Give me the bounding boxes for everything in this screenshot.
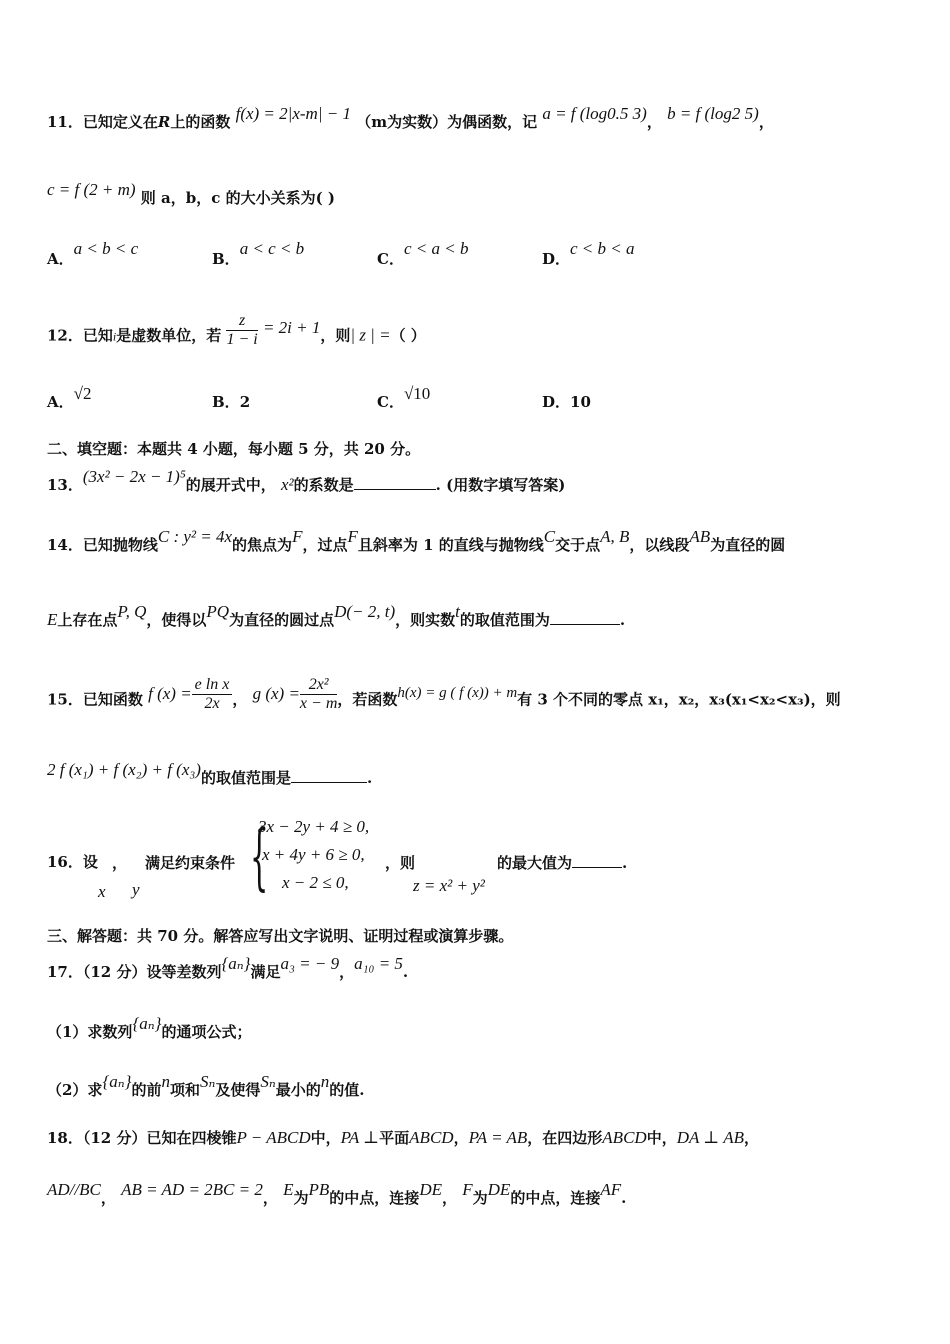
q13-expr: (3x² − 2x − 1)⁵ [82, 467, 186, 486]
q11-line1 [47, 104, 774, 132]
q14-text: 为直径的圆过点 [229, 611, 335, 629]
q16-y: y [132, 880, 140, 899]
q18-text: 的中点，连接 [329, 1189, 420, 1207]
q12-text: 是虚数单位，若 [116, 326, 222, 345]
q17-p2-text: 及使得 [215, 1081, 261, 1099]
option-expr: a < c < b [239, 239, 305, 258]
q17-line1 [47, 954, 409, 982]
q12-line1 [47, 312, 426, 355]
q18-pyramid: P − ABCD [236, 1128, 311, 1147]
q11-b-expr: b = f (log2 5) [667, 104, 759, 123]
q12-i: i [112, 329, 117, 344]
q16-x: x [98, 882, 106, 901]
option-expr: c < a < b [403, 239, 469, 258]
option-label: A． [47, 393, 74, 411]
q12-rhs: = 2i + 1 [262, 317, 321, 337]
q18-sep: ， [262, 1189, 278, 1207]
option-label: C． [377, 250, 404, 268]
q17-p2-text: 项和 [169, 1081, 200, 1099]
q18-sep: ， [100, 1189, 116, 1207]
q11-function: f(x) = 2|x-m| − 1 [235, 104, 351, 123]
q14-line2 [47, 602, 626, 630]
option-expr: √10 [403, 384, 431, 403]
q17-part2 [47, 1072, 365, 1100]
frac-num: 2x² [300, 676, 337, 695]
frac-den: 1 − i [226, 331, 258, 348]
q18-sep: ， [453, 1129, 469, 1147]
q16-line [47, 852, 98, 872]
q18-text: 中， [310, 1129, 341, 1147]
q14-end: . [619, 611, 626, 629]
q14-text: 且斜率为 1 的直线与抛物线 [357, 536, 544, 554]
q18-text: ，在四边形 [527, 1129, 603, 1147]
q11-c-expr: c = f (2 + m) [47, 180, 136, 199]
q18-number: 18．（12 分）已知在四棱锥 [47, 1129, 237, 1147]
q11-text: 上的函数 [170, 113, 231, 131]
q18-PB: PB [308, 1180, 330, 1199]
q18-line1 [47, 1128, 759, 1148]
q11-R: R [157, 113, 171, 131]
option-label: A． [47, 250, 74, 268]
q15-f-fraction [192, 676, 233, 713]
q11-option-c[interactable] [377, 238, 469, 268]
option-label: C． [377, 393, 404, 411]
q18-F: F [462, 1180, 473, 1199]
q18-text: 的中点，连接 [510, 1189, 601, 1207]
q17-p2-text: （2）求 [47, 1081, 103, 1099]
q18-quad: ABCD [602, 1128, 647, 1147]
q18-text: 中， [646, 1129, 677, 1147]
q14-text: 上存在点 [57, 611, 118, 629]
q16-text: 满足约束条件 [145, 854, 236, 872]
q14-F: F [292, 527, 303, 546]
q18-line2 [47, 1180, 627, 1208]
q18-text: 平面 [379, 1129, 410, 1147]
q18-end: . [621, 1189, 627, 1207]
option-expr: 2 [239, 393, 251, 411]
q14-text: 的焦点为 [232, 536, 293, 554]
q12-text: ，则 [320, 326, 351, 345]
q11-sep: ， [758, 113, 774, 131]
q18-DE: DE [419, 1180, 442, 1199]
q17-seq: {aₙ} [132, 1014, 162, 1033]
q17-seq: {aₙ} [221, 954, 251, 973]
frac-num: e ln x [192, 676, 233, 695]
q15-answer-blank[interactable] [291, 768, 367, 783]
q14-number: 14．已知抛物线 [47, 536, 158, 554]
option-label: D． [542, 393, 571, 411]
q17-a3: a₃ = − 9 [280, 954, 340, 973]
q15-text: 有 3 个不同的零点 x₁，x₂，x₃(x₁<x₂<x₃)，则 [517, 690, 841, 709]
option-expr: √2 [73, 384, 92, 403]
option-label: D． [542, 250, 571, 268]
q14-D: D(− 2, t) [334, 602, 396, 621]
q11-line2 [47, 180, 335, 208]
q18-sep: ， [441, 1189, 457, 1207]
constraint-row: x + 4y + 6 ≥ 0, [262, 845, 365, 864]
q14-AB: AB [689, 527, 711, 546]
q17-n: n [320, 1072, 330, 1091]
q18-text: 为 [293, 1189, 309, 1207]
q15-end: . [366, 769, 373, 787]
q14-E: E [47, 610, 58, 629]
q15-g-fraction [300, 676, 337, 713]
q17-n: n [161, 1072, 170, 1091]
q14-F: F [347, 527, 358, 546]
q14-t: t [455, 602, 460, 621]
q12-option-c[interactable] [377, 383, 431, 411]
option-label: B． [212, 393, 240, 411]
q17-p1-text: （1）求数列 [47, 1023, 133, 1041]
q18-PA-eq: PA = AB [468, 1128, 528, 1147]
q12-paren: （ ） [390, 326, 426, 345]
q17-end: . [402, 963, 409, 981]
q14-text: 交于点 [555, 536, 601, 554]
q15-text: 的取值范围是 [200, 769, 291, 787]
q11-option-a[interactable] [47, 238, 139, 268]
q14-text: 的取值范围为 [459, 611, 550, 629]
q14-text: ，过点 [302, 536, 348, 554]
q18-sep: ， [744, 1129, 760, 1147]
q11-question: 则 a，b，c 的大小关系为( ) [140, 189, 335, 207]
q16-z-expr: z = x² + y² [413, 876, 485, 895]
section-fill-in-title: 二、填空题：本题共 4 小题，每小题 5 分，共 20 分。 [47, 440, 421, 458]
q11-option-d[interactable] [542, 238, 635, 268]
q18-DA: DA ⊥ AB [676, 1128, 745, 1147]
q16-number: 16．设 [47, 853, 98, 871]
q12-option-b[interactable] [212, 391, 250, 412]
q12-fraction [226, 312, 257, 349]
q14-C: C [543, 527, 556, 546]
q18-PA: PA ⊥ [340, 1128, 380, 1147]
q17-seq: {aₙ} [102, 1072, 132, 1091]
q17-number: 17．（12 分）设等差数列 [47, 963, 222, 981]
q13-end: . (用数字填写答案) [435, 476, 566, 494]
q15-f-lhs: f (x) = [148, 683, 192, 703]
constraint-row: 3x − 2y + 4 ≥ 0, [258, 817, 370, 836]
q11-note: （m为实数）为偶函数，记 [356, 113, 538, 131]
q15-g-lhs: g (x) = [252, 683, 300, 703]
frac-den: 2x [204, 695, 220, 712]
q14-AB: A, B [600, 527, 630, 546]
q12-option-d[interactable] [542, 391, 591, 412]
option-expr: c < b < a [570, 239, 635, 258]
q16-end: . [622, 854, 628, 872]
q14-PQ: P, Q [117, 602, 147, 621]
q18-E: E [283, 1180, 294, 1199]
q13-term: x² [281, 475, 294, 494]
q15-line2 [47, 760, 373, 788]
q11-number: 11．已知定义在 [47, 113, 158, 131]
option-expr: 10 [570, 393, 591, 411]
q16-text: ，则 [385, 854, 416, 872]
q18-AF: AF [600, 1180, 622, 1199]
q12-abs: | z | = [350, 325, 391, 345]
constraint-row: x − 2 ≤ 0, [282, 873, 349, 892]
q15-sep: ， [232, 690, 248, 709]
q17-part1 [47, 1014, 252, 1042]
q14-answer-blank[interactable] [550, 610, 620, 625]
q17-Sn: Sₙ [260, 1072, 276, 1091]
q17-p2-text: 最小的 [275, 1081, 321, 1099]
q14-text: ，则实数 [395, 611, 456, 629]
q13-text: 的展开式中， [185, 476, 276, 494]
q15-text: ，若函数 [337, 690, 398, 709]
frac-num: z [226, 312, 257, 331]
q13-answer-blank[interactable] [354, 475, 436, 490]
q17-a10: a₁₀ = 5 [354, 954, 403, 973]
q16-text: 的最大值为 [497, 854, 573, 872]
section-solution-title: 三、解答题：共 70 分。解答应写出文字说明、证明过程或演算步骤。 [47, 927, 514, 945]
q18-lengths: AB = AD = 2BC = 2 [121, 1180, 263, 1199]
q16-sep: ， [112, 854, 128, 872]
q14-PQ: PQ [206, 602, 230, 621]
q11-sep: ， [646, 113, 662, 131]
q13-line [47, 467, 566, 495]
q14-text: ，以线段 [629, 536, 690, 554]
q17-p2-text: 的前 [131, 1081, 162, 1099]
q15-line1 [47, 676, 841, 719]
q14-text: ，使得以 [146, 611, 207, 629]
q16-tail [497, 852, 627, 873]
option-expr: a < b < c [73, 239, 139, 258]
q18-text: 为 [472, 1189, 488, 1207]
option-label: B． [212, 250, 240, 268]
q14-curve: C : y² = 4x [157, 527, 233, 546]
q14-line1 [47, 527, 786, 555]
q11-a-expr: a = f (log0.5 3) [542, 104, 647, 123]
q17-p1-text: 的通项公式； [161, 1023, 252, 1041]
q15-number: 15．已知函数 [47, 690, 143, 709]
q13-text: 的系数是 [293, 476, 354, 494]
q18-parallel: AD//BC [47, 1180, 101, 1199]
q14-text: 为直径的圆 [710, 536, 786, 554]
q17-Sn: Sₙ [199, 1072, 216, 1091]
q16-constraint-system [250, 815, 390, 897]
q16-answer-blank[interactable] [572, 853, 622, 868]
q13-number: 13． [47, 476, 83, 494]
q15-h-expr: h(x) = g ( f (x)) + m [397, 684, 518, 701]
q11-option-b[interactable] [212, 238, 305, 268]
q15-sum-expr: 2 f (x₁) + f (x₂) + f (x₃) [47, 760, 201, 779]
q17-sep: ， [339, 963, 355, 981]
q12-number: 12．已知 [47, 326, 113, 345]
q17-p2-text: 的值. [329, 1081, 365, 1099]
q18-DE: DE [487, 1180, 511, 1199]
left-brace-icon: { [250, 814, 269, 898]
frac-den: x − m [299, 695, 338, 712]
q17-text: 满足 [250, 963, 281, 981]
q12-option-a[interactable] [47, 383, 92, 411]
q18-plane: ABCD [409, 1128, 454, 1147]
